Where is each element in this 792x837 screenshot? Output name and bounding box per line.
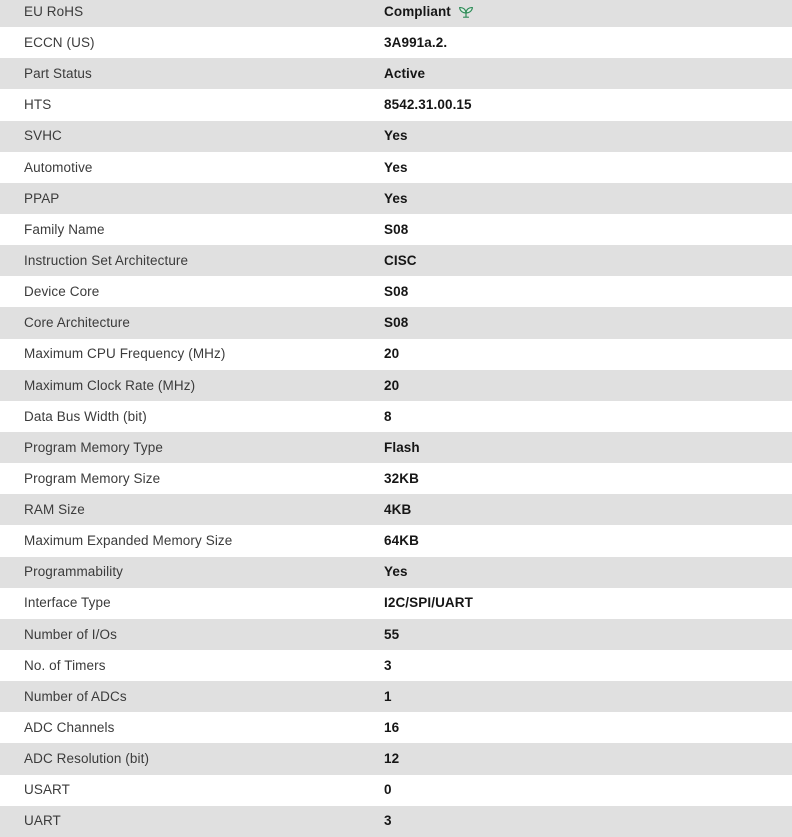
table-row (0, 806, 792, 837)
spec-value (384, 410, 792, 424)
spec-value (384, 596, 792, 610)
spec-value-text: Compliant (384, 3, 451, 19)
table-row (0, 214, 792, 245)
table-row (0, 89, 792, 120)
spec-label: Instruction Set Architecture (24, 252, 189, 268)
spec-value (384, 192, 792, 206)
spec-label: Data Bus Width (bit) (24, 408, 147, 424)
spec-value-text: Yes (384, 564, 408, 580)
spec-label: Programmability (24, 564, 124, 580)
spec-value-text: S08 (384, 284, 409, 300)
spec-label: Maximum Expanded Memory Size (24, 533, 233, 549)
spec-value (384, 347, 792, 361)
spec-label: Family Name (24, 221, 105, 237)
table-row (0, 276, 792, 307)
table-row (0, 432, 792, 463)
spec-value-text: CISC (384, 252, 417, 268)
spec-label: No. of Timers (24, 657, 106, 673)
spec-label: Program Memory Type (24, 439, 163, 455)
spec-label: Program Memory Size (24, 470, 161, 486)
spec-value-text: 1 (384, 688, 392, 704)
spec-value (384, 503, 792, 517)
spec-value (384, 4, 792, 20)
spec-value (384, 534, 792, 548)
table-row (0, 775, 792, 806)
spec-value-text: Yes (384, 190, 408, 206)
spec-value-text: 4KB (384, 502, 412, 518)
spec-value (384, 67, 792, 81)
table-row (0, 0, 792, 27)
spec-value-text: 3 (384, 813, 392, 829)
spec-label: RAM Size (24, 502, 85, 518)
spec-label: ADC Channels (24, 720, 115, 736)
spec-value-text: Yes (384, 159, 408, 175)
spec-value-text: 20 (384, 377, 400, 393)
table-row (0, 619, 792, 650)
spec-value (384, 379, 792, 393)
spec-value (384, 36, 792, 50)
spec-value (384, 659, 792, 673)
spec-value (384, 814, 792, 828)
spec-value-text: 16 (384, 720, 400, 736)
table-row (0, 525, 792, 556)
spec-value-text: Active (384, 66, 426, 82)
spec-label: USART (24, 782, 71, 798)
spec-label: ADC Resolution (bit) (24, 751, 150, 767)
table-row (0, 183, 792, 214)
spec-value-text: 64KB (384, 533, 419, 549)
table-row (0, 650, 792, 681)
spec-value-text: 32KB (384, 470, 419, 486)
spec-label: Automotive (24, 159, 93, 175)
spec-value (384, 783, 792, 797)
table-row (0, 743, 792, 774)
spec-label: Device Core (24, 284, 100, 300)
spec-value (384, 721, 792, 735)
spec-label: EU RoHS (24, 3, 84, 19)
spec-value-text: S08 (384, 315, 409, 331)
spec-label: Maximum Clock Rate (MHz) (24, 377, 196, 393)
spec-value (384, 472, 792, 486)
spec-value (384, 129, 792, 143)
spec-value (384, 254, 792, 268)
spec-label: Core Architecture (24, 315, 130, 331)
spec-value (384, 223, 792, 237)
table-row (0, 58, 792, 89)
spec-value (384, 161, 792, 175)
table-row (0, 27, 792, 58)
spec-value-text: Flash (384, 439, 420, 455)
spec-value-text: 0 (384, 782, 392, 798)
table-row (0, 557, 792, 588)
spec-value (384, 752, 792, 766)
rohs-leaf-icon (458, 4, 474, 20)
table-row (0, 370, 792, 401)
spec-value-text: 20 (384, 346, 400, 362)
table-row (0, 712, 792, 743)
spec-label: SVHC (24, 128, 62, 144)
table-row (0, 494, 792, 525)
spec-value-text: 8542.31.00.15 (384, 97, 472, 113)
spec-value-text: 8 (384, 408, 392, 424)
spec-value-text: I2C/SPI/UART (384, 595, 473, 611)
spec-label: Number of ADCs (24, 688, 127, 704)
table-row (0, 463, 792, 494)
spec-value (384, 316, 792, 330)
table-row (0, 339, 792, 370)
spec-value-text: 3 (384, 657, 392, 673)
spec-label: ECCN (US) (24, 34, 95, 50)
spec-value-text: 55 (384, 626, 400, 642)
spec-value (384, 98, 792, 112)
table-row (0, 245, 792, 276)
spec-value (384, 628, 792, 642)
spec-label: HTS (24, 97, 52, 113)
spec-value-text: 3A991a.2. (384, 34, 448, 50)
spec-label: PPAP (24, 190, 60, 206)
spec-value-text: Yes (384, 128, 408, 144)
table-row (0, 307, 792, 338)
spec-value (384, 285, 792, 299)
table-row (0, 152, 792, 183)
spec-value (384, 565, 792, 579)
spec-label: Part Status (24, 66, 92, 82)
spec-label: Interface Type (24, 595, 111, 611)
spec-label: Maximum CPU Frequency (MHz) (24, 346, 226, 362)
spec-label: Number of I/Os (24, 626, 117, 642)
spec-value-text: 12 (384, 751, 400, 767)
table-row (0, 121, 792, 152)
spec-value (384, 690, 792, 704)
spec-label: UART (24, 813, 61, 829)
table-row (0, 681, 792, 712)
spec-value (384, 441, 792, 455)
spec-value-text: S08 (384, 221, 409, 237)
table-row (0, 401, 792, 432)
table-row (0, 588, 792, 619)
